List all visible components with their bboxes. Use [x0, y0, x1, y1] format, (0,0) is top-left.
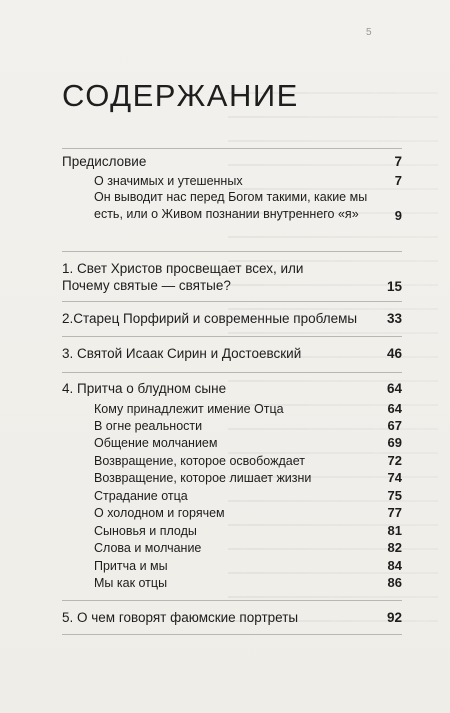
toc-subentry[interactable] — [62, 505, 402, 520]
toc-entry-chapter-2[interactable] — [62, 311, 402, 326]
toc-entry-label: Возвращение, которое лишает жизни — [94, 471, 312, 485]
toc-entry-page: 82 — [387, 540, 402, 555]
rule-divider — [62, 372, 402, 373]
toc-subentry[interactable] — [62, 488, 402, 503]
toc-entry-label: 3. Святой Исаак Сирин и Достоевский — [62, 346, 302, 361]
toc-subentry[interactable] — [62, 540, 402, 555]
toc-entry-page: 7 — [394, 173, 402, 188]
toc-entry-label: 1. Свет Христов просвещает всех, или Почему святые — святые? — [62, 261, 304, 293]
toc-entry-chapter-3[interactable] — [62, 346, 402, 361]
toc-entry-label: 2.Старец Порфирий и современные проблемы — [62, 311, 358, 326]
toc-subentry[interactable] — [62, 435, 402, 450]
toc-entry-page: 92 — [386, 610, 402, 625]
toc-entry-chapter-5[interactable] — [62, 610, 402, 625]
toc-entry-label: 4. Притча о блудном сыне — [62, 381, 227, 396]
toc-entry-page: 7 — [394, 154, 402, 169]
rule-divider — [62, 336, 402, 337]
toc-entry-label: Кому принадлежит имение Отца — [94, 402, 284, 416]
toc-entry-label: Возвращение, которое освобождает — [94, 454, 305, 468]
toc-entry-page: 72 — [387, 453, 402, 468]
toc-entry-page: 9 — [394, 208, 402, 223]
toc-entry-label: Слова и молчание — [94, 541, 202, 555]
toc-entry-page: 86 — [387, 575, 402, 590]
toc-entry-label: О холодном и горячем — [94, 506, 225, 520]
rule-divider — [62, 148, 402, 149]
toc-entry-page: 81 — [387, 523, 402, 538]
page-title: СОДЕРЖАНИЕ — [62, 78, 299, 113]
toc-entry-label: Общение молчанием — [94, 436, 218, 450]
toc-subentry[interactable] — [62, 189, 402, 223]
page-number: 5 — [366, 27, 372, 38]
toc-entry-page: 67 — [387, 418, 402, 433]
rule-divider — [62, 301, 402, 302]
toc-entry-page: 75 — [387, 488, 402, 503]
toc-entry-preface[interactable] — [62, 154, 402, 169]
toc-entry-chapter-4[interactable] — [62, 381, 402, 396]
toc-subentry[interactable] — [62, 418, 402, 433]
toc-entry-label: Мы как отцы — [94, 576, 168, 590]
toc-entry-page: 33 — [386, 311, 402, 326]
toc-entry-chapter-1[interactable] — [62, 260, 402, 294]
toc-entry-label: Страдание отца — [94, 489, 188, 503]
toc-entry-page: 84 — [387, 558, 402, 573]
toc-entry-label: Предисловие — [62, 154, 147, 169]
toc-subentry[interactable] — [62, 453, 402, 468]
toc-subentry[interactable] — [62, 558, 402, 573]
toc-entry-label: В огне реальности — [94, 419, 203, 433]
toc-entry-page: 64 — [387, 401, 402, 416]
toc-entry-page: 64 — [386, 381, 402, 396]
toc-entry-label: О значимых и утешенных — [94, 174, 243, 188]
toc-entry-label: Сыновья и плоды — [94, 524, 197, 538]
toc-entry-page: 77 — [387, 505, 402, 520]
toc-entry-page: 74 — [387, 470, 402, 485]
rule-divider — [62, 600, 402, 601]
toc-subentry[interactable] — [62, 575, 402, 590]
toc-entry-page: 15 — [386, 279, 402, 294]
rule-divider — [62, 251, 402, 252]
toc-subentry[interactable] — [62, 523, 402, 538]
toc-entry-label: Притча и мы — [94, 559, 168, 573]
toc-entry-page: 46 — [386, 346, 402, 361]
toc-subentry[interactable] — [62, 173, 402, 188]
toc-subentry[interactable] — [62, 470, 402, 485]
toc-entry-page: 69 — [387, 435, 402, 450]
rule-divider — [62, 634, 402, 635]
toc-entry-label: Он выводит нас перед Богом такими, какие мы есть, или о Живом познании внутреннего «я» — [94, 190, 368, 221]
toc-entry-label: 5. О чем говорят фаюмские портреты — [62, 610, 299, 625]
toc-subentry[interactable] — [62, 401, 402, 416]
